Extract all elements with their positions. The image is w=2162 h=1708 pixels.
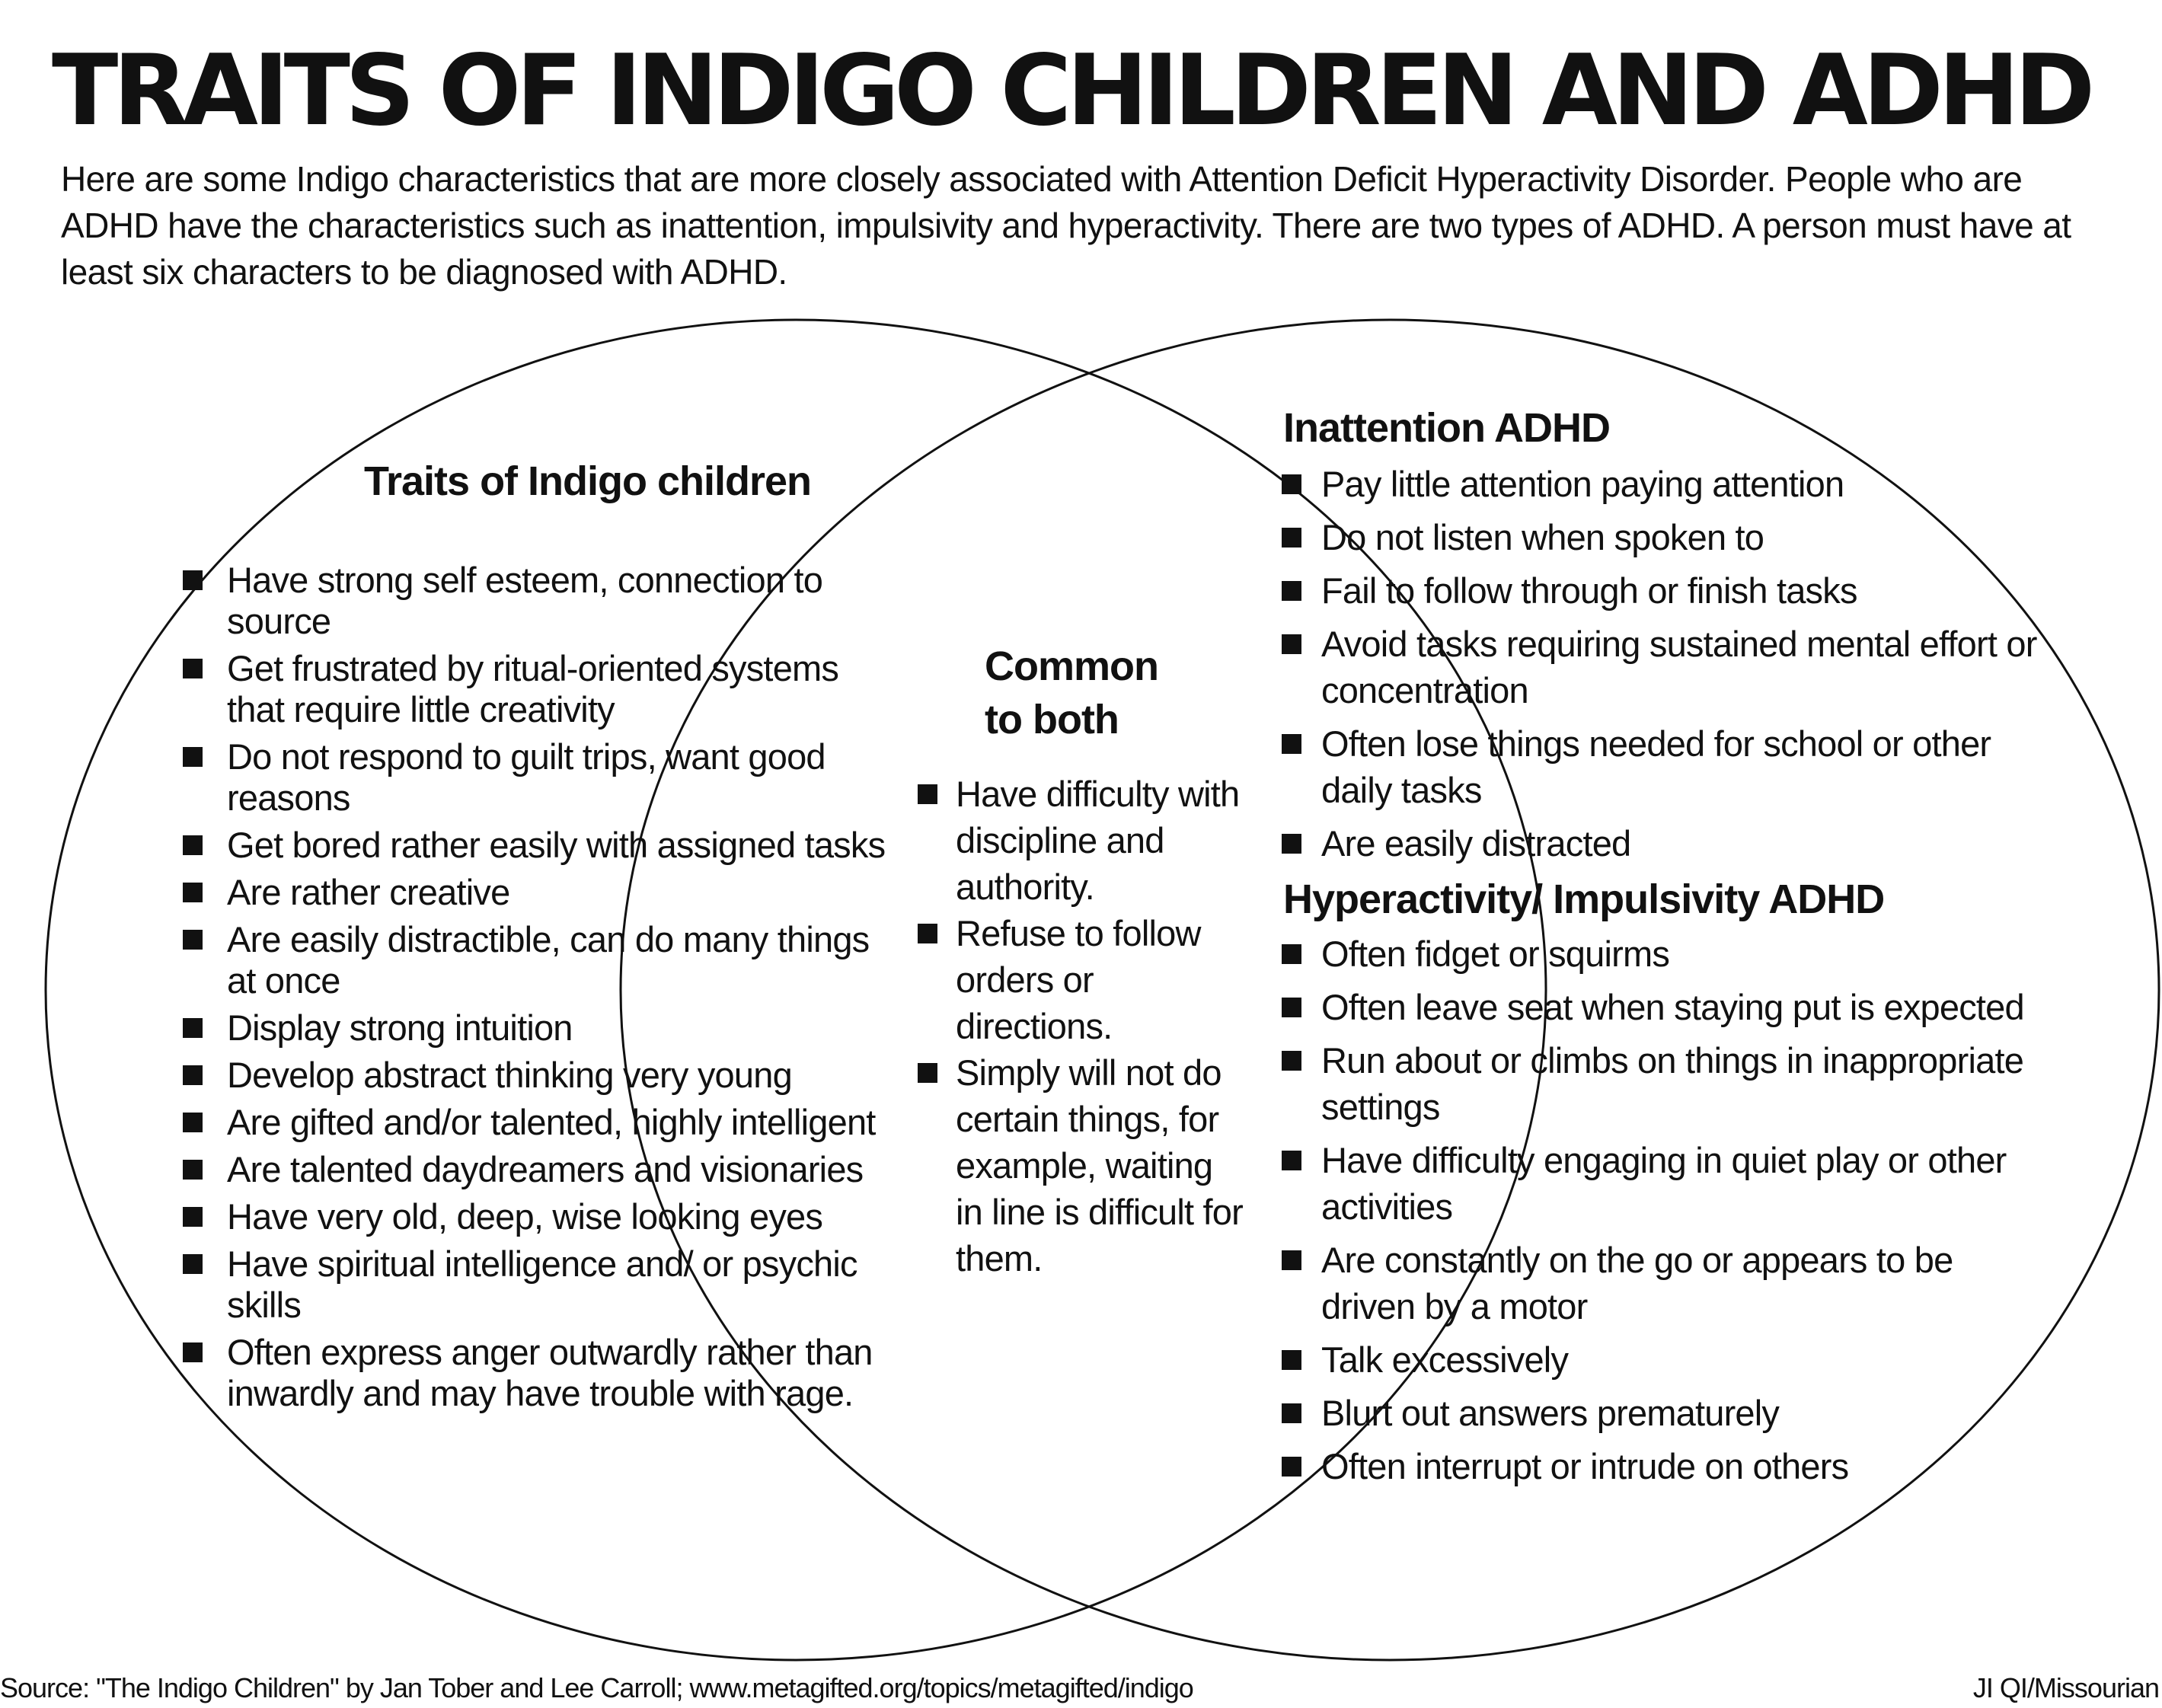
list-item-text: Are easily distractible, can do many things at once bbox=[227, 919, 870, 1001]
inattention-heading: Inattention ADHD bbox=[1283, 405, 1610, 451]
square-bullet-icon bbox=[183, 1113, 203, 1132]
list-item bbox=[1282, 461, 2043, 507]
list-item bbox=[1282, 1390, 2043, 1436]
page-title: TRAITS OF INDIGO CHILDREN AND ADHD bbox=[52, 34, 2090, 148]
list-item bbox=[1282, 514, 2043, 560]
list-item-text: Often fidget or squirms bbox=[1321, 934, 1670, 974]
square-bullet-icon bbox=[1282, 1051, 1301, 1071]
list-item bbox=[1282, 1443, 2043, 1489]
list-item-text: Often leave seat when staying put is expected bbox=[1321, 987, 2024, 1027]
list-item-text: Are constantly on the go or appears to be driven by a motor bbox=[1321, 1240, 1953, 1326]
square-bullet-icon bbox=[183, 1342, 203, 1362]
list-item-text: Are easily distracted bbox=[1321, 823, 1631, 864]
list-item bbox=[918, 910, 1245, 1049]
list-item bbox=[1282, 984, 2043, 1030]
square-bullet-icon bbox=[1282, 1250, 1301, 1270]
square-bullet-icon bbox=[183, 570, 203, 590]
common-heading-line2: to both bbox=[985, 697, 1119, 742]
list-item-text: Have difficulty engaging in quiet play or other activities bbox=[1321, 1140, 2007, 1227]
square-bullet-icon bbox=[1282, 944, 1301, 964]
square-bullet-icon bbox=[1282, 1403, 1301, 1423]
list-item bbox=[918, 1049, 1245, 1282]
list-item-text: Run about or climbs on things in inappropriate settings bbox=[1321, 1040, 2024, 1127]
list-item bbox=[1282, 567, 2043, 614]
square-bullet-icon bbox=[918, 1063, 937, 1083]
square-bullet-icon bbox=[1282, 634, 1301, 654]
list-item-text: Do not respond to guilt trips, want good reasons bbox=[227, 736, 826, 818]
list-item-text: Often lose things needed for school or other daily tasks bbox=[1321, 723, 1991, 810]
list-item bbox=[183, 648, 899, 730]
list-item bbox=[1282, 931, 2043, 977]
list-item-text: Are talented daydreamers and visionaries bbox=[227, 1149, 864, 1189]
list-item bbox=[918, 771, 1245, 910]
list-item bbox=[183, 1196, 899, 1237]
list-item bbox=[183, 1102, 899, 1143]
square-bullet-icon bbox=[183, 1065, 203, 1085]
list-item bbox=[1282, 1037, 2043, 1130]
square-bullet-icon bbox=[183, 1254, 203, 1274]
list-item bbox=[183, 1332, 899, 1414]
source-credit: Source: "The Indigo Children" by Jan Tober and Lee Carroll; www.metagifted.org/topics/metagifted/indigo bbox=[0, 1672, 1193, 1703]
square-bullet-icon bbox=[918, 784, 937, 804]
square-bullet-icon bbox=[1282, 1151, 1301, 1170]
list-item-text: Pay little attention paying attention bbox=[1321, 464, 1844, 504]
list-item bbox=[183, 825, 899, 866]
square-bullet-icon bbox=[1282, 834, 1301, 854]
hyperactivity-trait-list bbox=[1282, 931, 2043, 1496]
list-item-text: Blurt out answers prematurely bbox=[1321, 1393, 1780, 1433]
list-item bbox=[1282, 621, 2043, 714]
list-item bbox=[1282, 820, 2043, 867]
list-item bbox=[183, 1149, 899, 1190]
square-bullet-icon bbox=[183, 1018, 203, 1038]
square-bullet-icon bbox=[918, 924, 937, 943]
square-bullet-icon bbox=[1282, 998, 1301, 1017]
list-item-text: Often express anger outwardly rather than inwardly and may have trouble with rage. bbox=[227, 1332, 873, 1413]
square-bullet-icon bbox=[1282, 1457, 1301, 1477]
list-item-text: Often interrupt or intrude on others bbox=[1321, 1446, 1849, 1486]
square-bullet-icon bbox=[183, 835, 203, 855]
list-item bbox=[1282, 1336, 2043, 1383]
list-item-text: Avoid tasks requiring sustained mental effort or concentration bbox=[1321, 624, 2037, 710]
square-bullet-icon bbox=[1282, 474, 1301, 494]
list-item bbox=[1282, 1137, 2043, 1230]
intro-paragraph: Here are some Indigo characteristics that are more closely associated with Attention Deficit Hyperactivity Disorder. People who are ADHD have the characteristics such as inattention, impulsivity and hyperactivity. There are two types of ADHD. A person must have at least six characters to be diagnosed with ADHD. bbox=[61, 159, 2071, 292]
list-item bbox=[183, 1243, 899, 1326]
indigo-trait-list bbox=[183, 560, 899, 1420]
list-item bbox=[183, 1007, 899, 1049]
square-bullet-icon bbox=[183, 659, 203, 678]
indigo-heading: Traits of Indigo children bbox=[364, 458, 812, 504]
list-item-text: Get bored rather easily with assigned tasks bbox=[227, 825, 886, 865]
common-heading: Common bbox=[985, 643, 1158, 689]
list-item bbox=[183, 560, 899, 642]
list-item-text: Develop abstract thinking very young bbox=[227, 1055, 792, 1095]
list-item-text: Have strong self esteem, connection to source bbox=[227, 560, 823, 641]
list-item-text: Get frustrated by ritual-oriented systems that require little creativity bbox=[227, 648, 839, 729]
square-bullet-icon bbox=[183, 883, 203, 902]
list-item-text: Have spiritual intelligence and/ or psychic skills bbox=[227, 1243, 857, 1325]
common-trait-list bbox=[918, 771, 1245, 1282]
square-bullet-icon bbox=[1282, 528, 1301, 548]
list-item bbox=[183, 872, 899, 913]
artist-credit: JI QI/Missourian bbox=[1972, 1672, 2159, 1703]
list-item-text: Simply will not do certain things, for example, waiting in line is difficult for them. bbox=[956, 1052, 1243, 1279]
list-item-text: Display strong intuition bbox=[227, 1007, 573, 1048]
list-item-text: Are gifted and/or talented, highly intelligent bbox=[227, 1102, 876, 1142]
square-bullet-icon bbox=[183, 930, 203, 950]
list-item bbox=[183, 919, 899, 1001]
square-bullet-icon bbox=[1282, 1350, 1301, 1370]
list-item bbox=[1282, 720, 2043, 813]
inattention-trait-list bbox=[1282, 461, 2043, 873]
square-bullet-icon bbox=[183, 747, 203, 767]
list-item-text: Fail to follow through or finish tasks bbox=[1321, 570, 1857, 611]
square-bullet-icon bbox=[1282, 734, 1301, 754]
list-item bbox=[183, 1055, 899, 1096]
list-item-text: Have very old, deep, wise looking eyes bbox=[227, 1196, 823, 1237]
square-bullet-icon bbox=[1282, 581, 1301, 601]
list-item-text: Have difficulty with discipline and authority. bbox=[956, 774, 1240, 907]
list-item bbox=[1282, 1237, 2043, 1330]
list-item-text: Talk excessively bbox=[1321, 1339, 1569, 1380]
list-item bbox=[183, 736, 899, 819]
list-item-text: Refuse to follow orders or directions. bbox=[956, 913, 1201, 1046]
hyperactivity-heading: Hyperactivity/ Impulsivity ADHD bbox=[1283, 876, 1885, 922]
square-bullet-icon bbox=[183, 1160, 203, 1180]
list-item-text: Are rather creative bbox=[227, 872, 510, 912]
list-item-text: Do not listen when spoken to bbox=[1321, 517, 1764, 557]
square-bullet-icon bbox=[183, 1207, 203, 1227]
